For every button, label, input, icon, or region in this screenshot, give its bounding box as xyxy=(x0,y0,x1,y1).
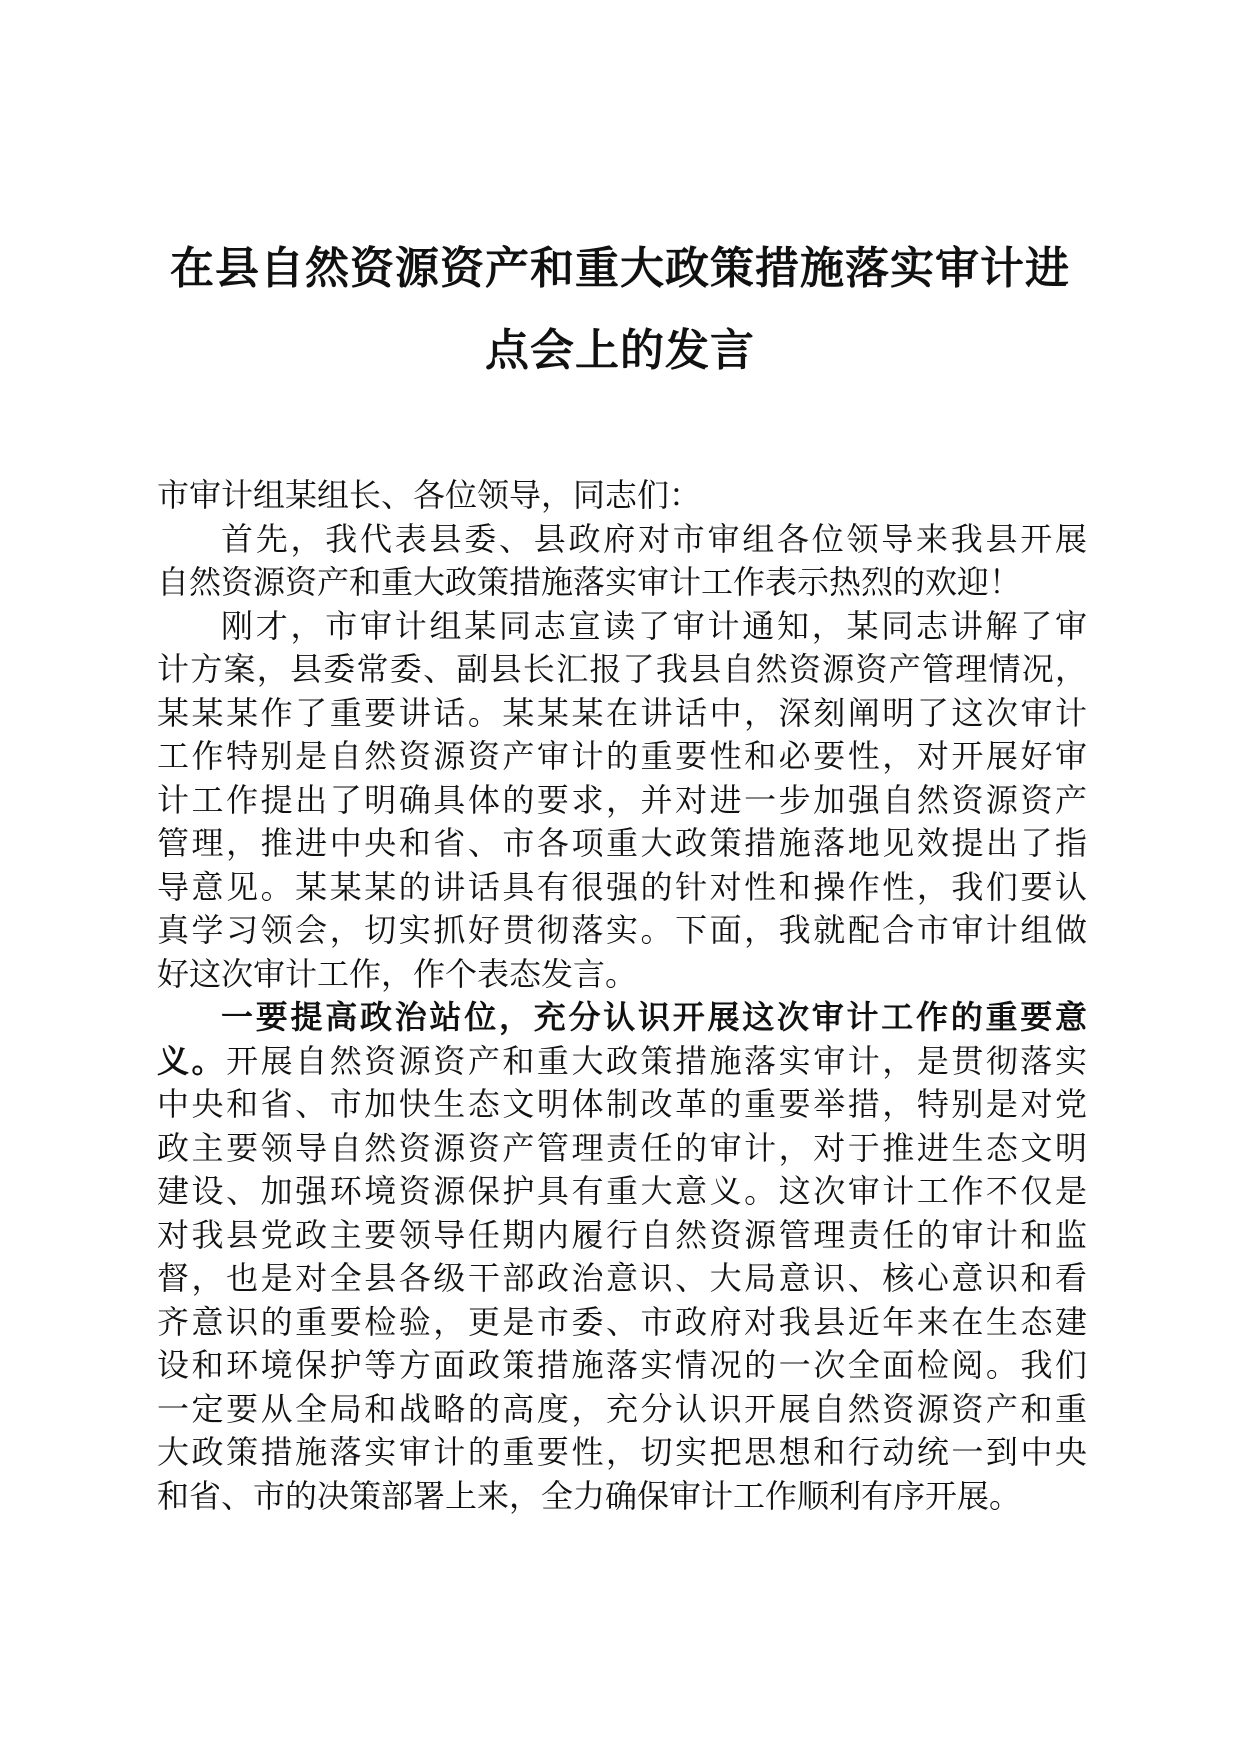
paragraph-2-line: 某某某作了重要讲话。某某某在讲话中，深刻阐明了这次审计 xyxy=(157,693,1087,732)
paragraph-3-line: 督，也是对全县各级干部政治意识、大局意识、核心意识和看 xyxy=(157,1259,1087,1297)
paragraph-2-line: 好这次审计工作，作个表态发言。 xyxy=(157,954,638,993)
paragraph-3-line: 设和环境保护等方面政策措施落实情况的一次全面检阅。我们 xyxy=(157,1346,1087,1384)
document-body xyxy=(157,474,1087,1518)
paragraph-3-line: 大政策措施落实审计的重要性，切实把思想和行动统一到中央 xyxy=(157,1433,1087,1471)
title-line-1: 在县自然资源资产和重大政策措施落实审计进 xyxy=(170,243,1070,294)
paragraph-1-line: 首先，我代表县委、县政府对市审组各位领导来我县开展 xyxy=(221,519,1087,558)
paragraph-2-line: 真学习领会，切实抓好贯彻落实。下面，我就配合市审计组做 xyxy=(157,911,1087,949)
salutation: 市审计组某组长、各位领导，同志们： xyxy=(157,476,702,514)
paragraph-3-heading: 一要提高政治站位，充分认识开展这次审计工作的重要意 xyxy=(221,998,1087,1036)
paragraph-3-heading-tail: 义。 xyxy=(157,1041,227,1080)
title-line-2: 点会上的发言 xyxy=(485,325,755,376)
paragraph-2-line: 刚才，市审计组某同志宣读了审计通知，某同志讲解了审 xyxy=(221,606,1087,645)
paragraph-3-line xyxy=(157,1040,1087,1084)
paragraph-2-line: 导意见。某某某的讲话具有很强的针对性和操作性，我们要认 xyxy=(157,867,1087,906)
paragraph-3-line: 和省、市的决策部署上来，全力确保审计工作顺利有序开展。 xyxy=(157,1476,1022,1515)
document-title xyxy=(150,228,1090,392)
paragraph-1-line: 自然资源资产和重大政策措施落实审计工作表示热烈的欢迎！ xyxy=(157,563,1022,601)
paragraph-3-line: 一定要从全局和战略的高度，充分认识开展自然资源资产和重 xyxy=(157,1389,1087,1428)
paragraph-2-line: 管理，推进中央和省、市各项重大政策措施落地见效提出了指 xyxy=(157,824,1087,862)
paragraph-3-line: 中央和省、市加快生态文明体制改革的重要举措，特别是对党 xyxy=(157,1085,1087,1123)
paragraph-3-line: 对我县党政主要领导任期内履行自然资源管理责任的审计和监 xyxy=(157,1215,1087,1254)
paragraph-2-line: 工作特别是自然资源资产审计的重要性和必要性，对开展好审 xyxy=(157,737,1087,775)
paragraph-3-text: 开展自然资源资产和重大政策措施落实审计，是贯彻落实 xyxy=(226,1041,1087,1080)
paragraph-2-line: 计方案，县委常委、副县长汇报了我县自然资源资产管理情况， xyxy=(157,650,1087,688)
paragraph-3-line: 政主要领导自然资源资产管理责任的审计，对于推进生态文明 xyxy=(157,1128,1087,1167)
paragraph-3-line: 建设、加强环境资源保护具有重大意义。这次审计工作不仅是 xyxy=(157,1172,1087,1210)
paragraph-3-line: 齐意识的重要检验，更是市委、市政府对我县近年来在生态建 xyxy=(157,1302,1087,1341)
paragraph-2-line: 计工作提出了明确具体的要求，并对进一步加强自然资源资产 xyxy=(157,780,1087,819)
